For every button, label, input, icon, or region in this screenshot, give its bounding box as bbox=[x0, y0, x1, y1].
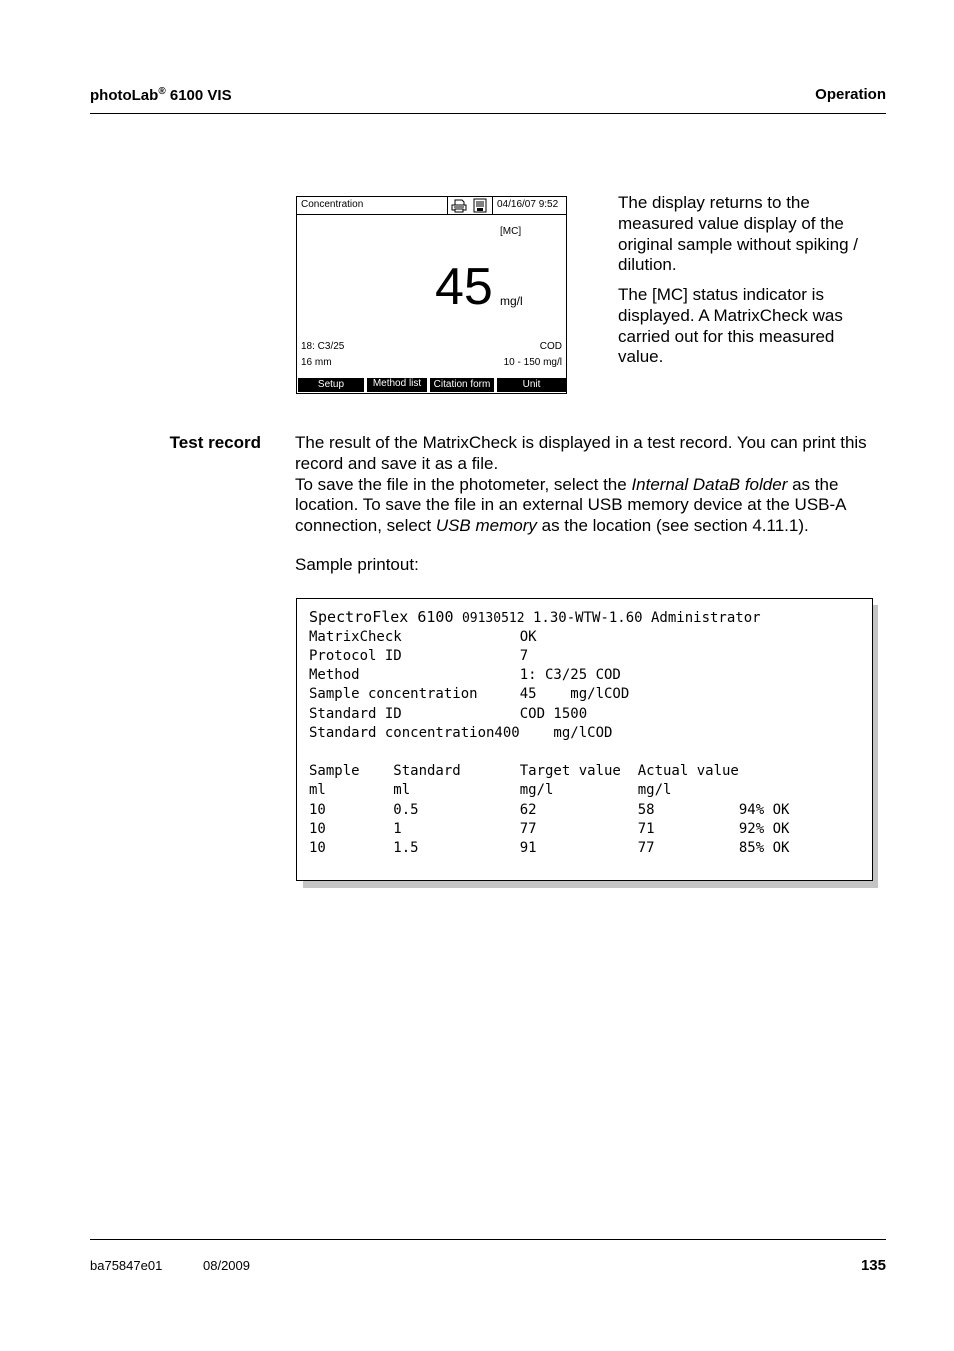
header-product: photoLab® 6100 VIS bbox=[90, 86, 232, 104]
footer-rule bbox=[90, 1239, 886, 1240]
printout-table-row: 10 0.5 62 58 94% OK bbox=[309, 802, 790, 818]
sample-printout bbox=[296, 598, 873, 881]
footer-doc-id: ba75847e01 bbox=[90, 1258, 163, 1273]
softkey-citation-form[interactable]: Citation form bbox=[430, 378, 494, 392]
mc-indicator-text: The [MC] status indicator is displayed. A MatrixCheck was carried out for this measured value. bbox=[618, 285, 843, 367]
softkey-setup[interactable]: Setup bbox=[298, 378, 364, 392]
test-record-heading: Test record bbox=[169, 433, 261, 452]
method-number: 18: C3/25 bbox=[301, 341, 345, 352]
printout-table-row: 10 1 77 71 92% OK bbox=[309, 821, 790, 837]
memory-card-icon bbox=[471, 198, 489, 213]
printout-line: Standard concentration400 mg/lCOD bbox=[309, 725, 613, 741]
printout-table-row: 10 1.5 91 77 85% OK bbox=[309, 840, 790, 856]
display-title: Concentration bbox=[301, 199, 364, 210]
printout-line: Sample concentration 45 mg/lCOD bbox=[309, 686, 630, 702]
printout-line: Standard ID COD 1500 bbox=[309, 706, 588, 722]
measured-unit: mg/l bbox=[500, 294, 523, 308]
test-record-text bbox=[295, 433, 891, 537]
printout-table-header: Sample Standard Target value Actual value bbox=[309, 763, 739, 779]
display-icon-group bbox=[447, 197, 493, 214]
sample-printout-label: Sample printout: bbox=[295, 555, 419, 574]
measured-value: 45 bbox=[435, 258, 493, 316]
softkey-unit[interactable]: Unit bbox=[497, 378, 566, 392]
softkey-bar bbox=[298, 378, 566, 392]
page-number: 135 bbox=[860, 1257, 886, 1274]
display-status-bar bbox=[297, 197, 566, 215]
parameter-name: COD bbox=[539, 341, 562, 352]
printout-title: SpectroFlex 6100 09130512 1.30-WTW-1.60 Administrator bbox=[309, 608, 761, 626]
display-datetime: 04/16/07 9:52 bbox=[497, 199, 559, 210]
cell-size: 16 mm bbox=[301, 357, 332, 368]
measuring-range: 10 - 150 mg/l bbox=[503, 357, 562, 368]
test-record-line-1: The result of the MatrixCheck is displayed in a test record. You can print this record and save it as a file. bbox=[295, 433, 867, 473]
test-record-line-2: To save the file in the photometer, select the Internal DataB folder as the location. To save the file in an external USB memory device at the USB-A connection, select USB memory as the location (see section 4.11.1). bbox=[295, 474, 846, 536]
instrument-display bbox=[296, 196, 567, 394]
printer-icon bbox=[450, 198, 468, 213]
header-rule bbox=[90, 113, 886, 114]
printout-line: MatrixCheck OK bbox=[309, 629, 537, 645]
printout-table-units: ml ml mg/l mg/l bbox=[309, 782, 672, 798]
printout-line: Protocol ID 7 bbox=[309, 648, 529, 664]
footer-date: 08/2009 bbox=[203, 1258, 250, 1273]
display-return-text: The display returns to the measured value display of the original sample without spiking / dilution. bbox=[618, 193, 859, 275]
header-section: Operation bbox=[815, 86, 886, 103]
printout-line: Method 1: C3/25 COD bbox=[309, 667, 621, 683]
softkey-method-list[interactable]: Method list bbox=[367, 378, 427, 392]
matrixcheck-indicator: [MC] bbox=[500, 226, 522, 237]
